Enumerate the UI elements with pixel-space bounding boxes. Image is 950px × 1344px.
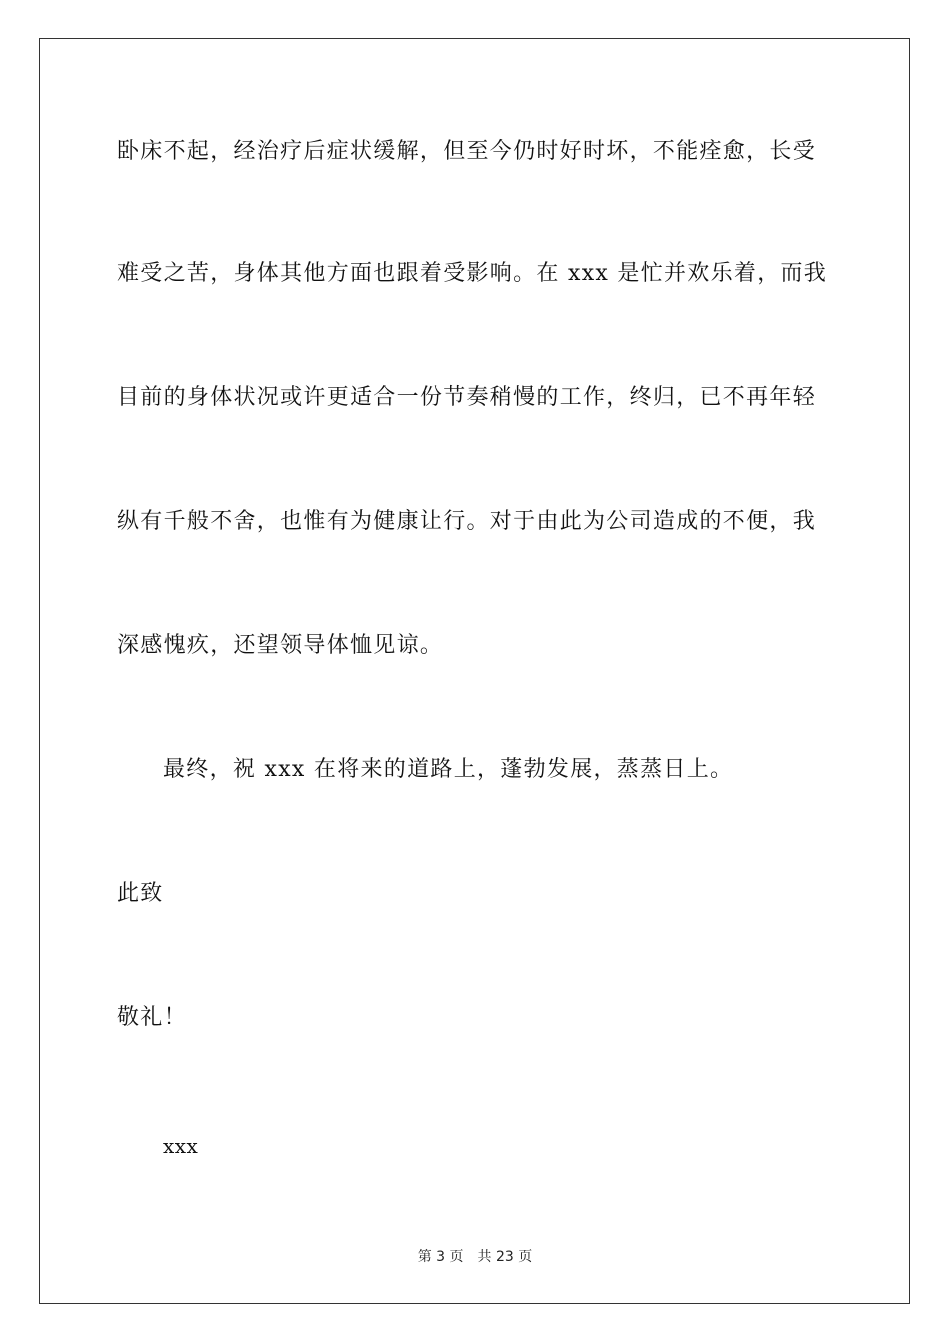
paragraph-line-5: 深感愧疚，还望领导体恤见谅。 [117, 633, 444, 658]
paragraph-line-1: 卧床不起，经治疗后症状缓解，但至今仍时好时坏，不能痊愈，长受 [117, 139, 817, 164]
closing-line: 此致 [117, 881, 164, 906]
wish-line: 最终，祝 xxx 在将来的道路上，蓬勃发展，蒸蒸日上。 [163, 757, 734, 782]
signature-line: xxx [163, 1134, 199, 1158]
page-number-footer: 第 3 页 共 23 页 [417, 1249, 533, 1265]
page-border [39, 38, 910, 1304]
paragraph-line-2: 难受之苦，身体其他方面也跟着受影响。在 xxx 是忙并欢乐着，而我 [117, 261, 828, 286]
salute-line: 敬礼！ [117, 1005, 187, 1030]
paragraph-line-3: 目前的身体状况或许更适合一份节奏稍慢的工作，终归，已不再年轻 [117, 385, 817, 410]
paragraph-line-4: 纵有千般不舍，也惟有为健康让行。对于由此为公司造成的不便，我 [117, 509, 817, 534]
